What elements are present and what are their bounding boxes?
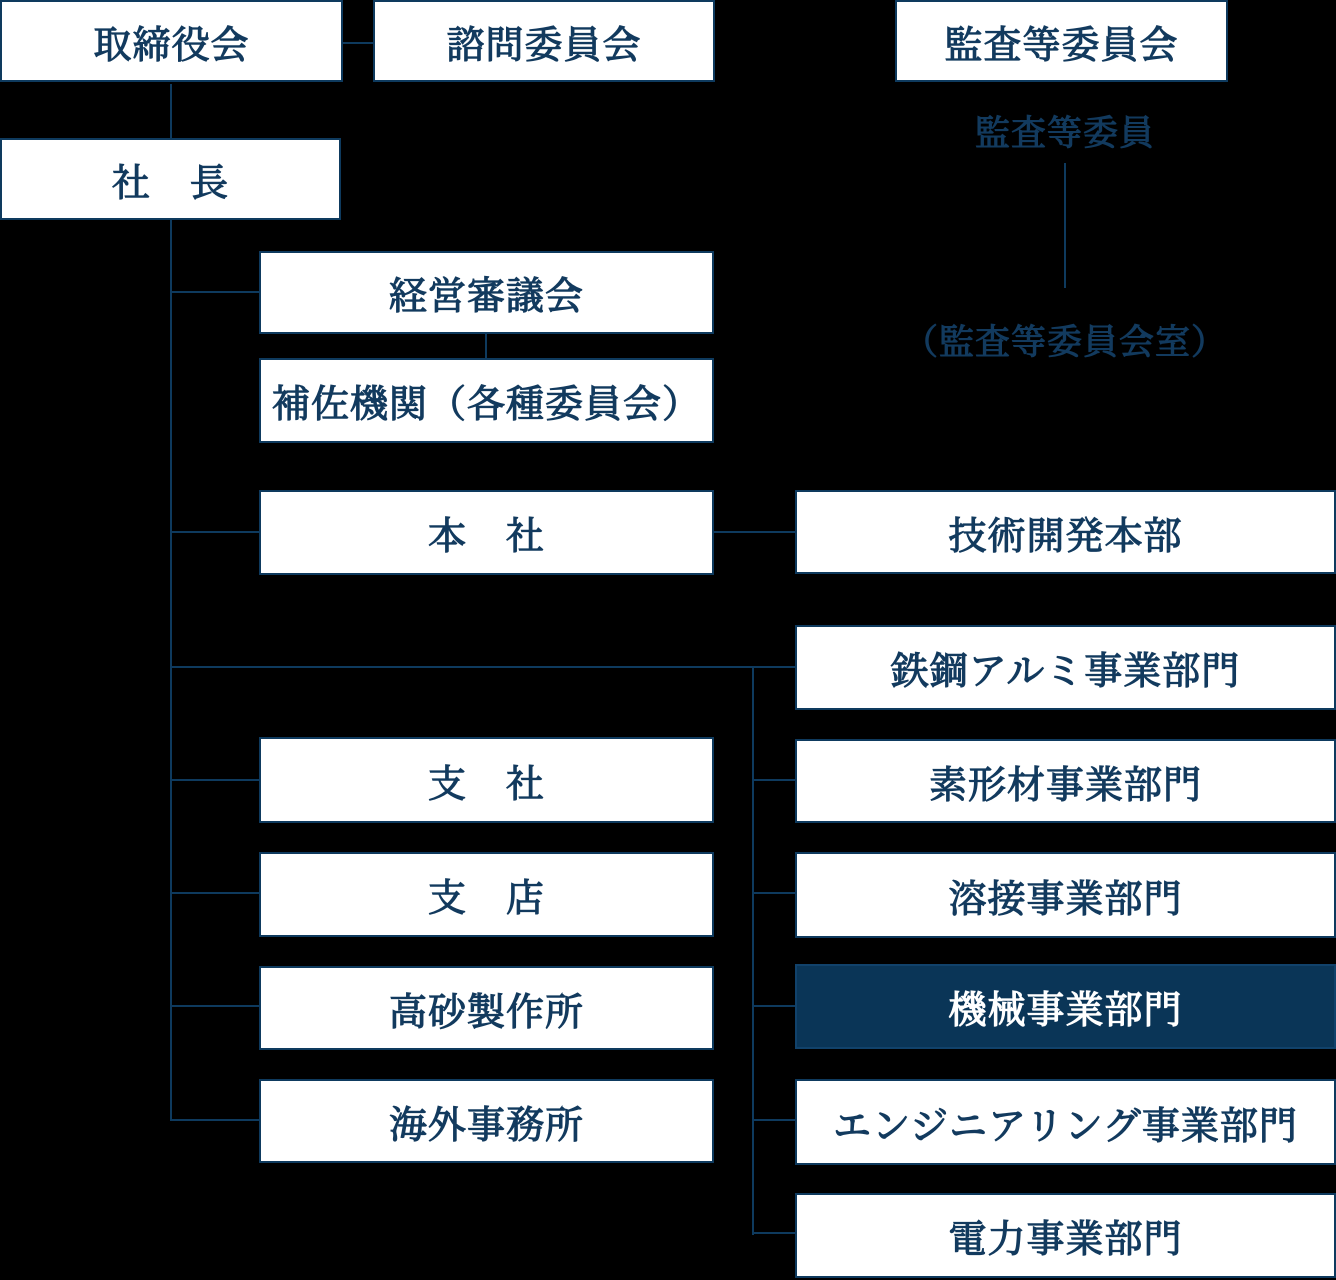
org-box-board-of-directors: 取締役会 — [0, 0, 343, 82]
org-box-advisory-committee: 諮問委員会 — [373, 0, 715, 82]
connector-audit-member-office — [1064, 163, 1066, 288]
org-box-machinery-division-highlighted: 機械事業部門 — [795, 964, 1336, 1049]
stub-management-council — [172, 291, 259, 293]
stub-head-office — [172, 531, 259, 533]
org-box-materials-division: 素形材事業部門 — [795, 739, 1336, 823]
org-box-management-council: 経営審議会 — [259, 251, 714, 334]
spine-president — [170, 220, 172, 1121]
connector-board-advisory — [343, 42, 373, 44]
stub-branches — [172, 892, 259, 894]
stub-materials-division — [754, 779, 795, 781]
org-box-welding-division: 溶接事業部門 — [795, 852, 1336, 938]
connector-steel-aluminum — [172, 666, 795, 668]
stub-takasago-works — [172, 1005, 259, 1007]
stub-overseas-offices — [172, 1119, 259, 1121]
stub-engineering-division — [754, 1119, 795, 1121]
org-box-audit-committee: 監査等委員会 — [895, 0, 1228, 82]
connector-board-president — [170, 84, 172, 138]
org-box-overseas-offices: 海外事務所 — [259, 1079, 714, 1163]
org-box-branch-offices: 支 社 — [259, 737, 714, 823]
org-box-steel-aluminum-division: 鉄鋼アルミ事業部門 — [795, 625, 1336, 710]
org-box-president: 社 長 — [0, 138, 341, 220]
stub-machinery-division — [754, 1005, 795, 1007]
org-box-technical-development-hq: 技術開発本部 — [795, 490, 1336, 574]
org-box-electric-power-division: 電力事業部門 — [795, 1193, 1336, 1278]
org-box-branches: 支 店 — [259, 852, 714, 937]
org-box-support-organs: 補佐機関（各種委員会） — [259, 358, 714, 443]
spine-divisions — [752, 666, 754, 1235]
audit-member-label: 監査等委員 — [974, 114, 1155, 153]
org-box-engineering-division: エンジニアリング事業部門 — [795, 1079, 1336, 1165]
audit-committee-office-label: （監査等委員会室） — [902, 323, 1227, 362]
stub-electric-power-division — [754, 1232, 795, 1234]
org-box-head-office: 本 社 — [259, 490, 714, 575]
connector-headoffice-techdev — [714, 531, 795, 533]
stub-welding-division — [754, 892, 795, 894]
connector-council-support — [485, 334, 487, 358]
stub-branch-offices — [172, 779, 259, 781]
org-box-takasago-works: 高砂製作所 — [259, 966, 714, 1050]
